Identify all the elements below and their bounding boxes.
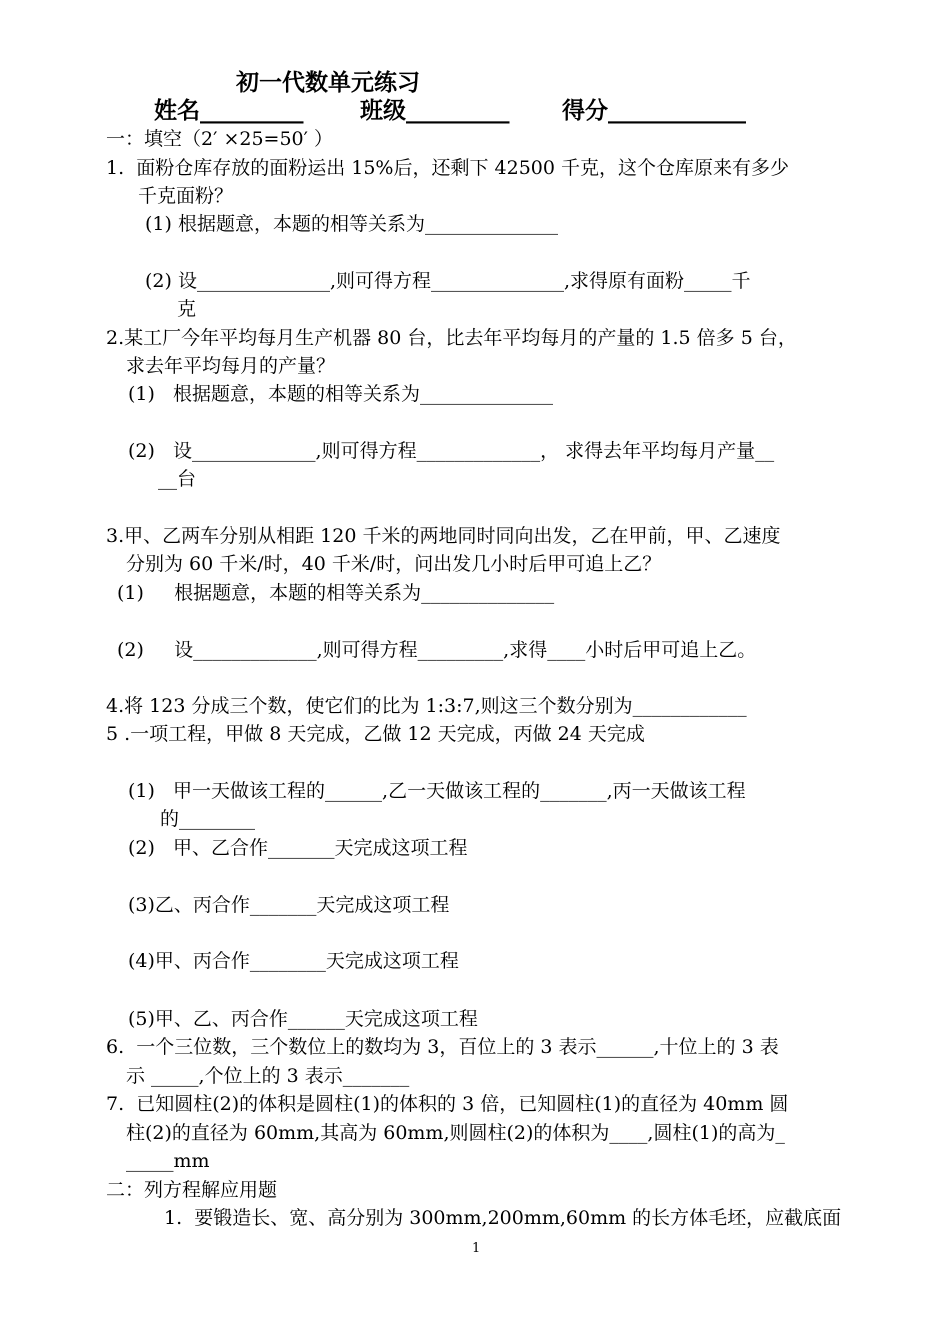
q2-sub1: (1) 根据题意，本题的相等关系为______________ xyxy=(128,383,554,405)
q7-line2: 柱(2)的直径为 60mm,其高为 60mm,则圆柱(2)的体积为____,圆柱(1)的高为_ xyxy=(126,1122,785,1144)
q5-sub1-line2: 的________ xyxy=(160,808,256,830)
q2-line1: 2.某工厂今年平均每月生产机器 80 台，比去年平均每月的产量的 1.5 倍多 5 台， xyxy=(106,327,797,349)
q5-sub3: (3)乙、丙合作_______天完成这项工程 xyxy=(128,894,450,916)
q5-sub4: (4)甲、丙合作________天完成这项工程 xyxy=(128,950,459,972)
q3-sub2: (2) 设_____________,则可得方程_________,求得____小时后甲可追上乙。 xyxy=(117,639,757,661)
score-field: 得分____________ xyxy=(562,98,746,124)
q2-line2: 求去年平均每月的产量？ xyxy=(126,355,336,377)
q2-sub2-line2: __台 xyxy=(158,468,197,490)
q5-sub2: (2) 甲、乙合作_______天完成这项工程 xyxy=(128,837,468,859)
page-number: 1 xyxy=(472,1241,481,1256)
q2-sub2-line1: (2) 设_____________,则可得方程_____________， 求得去年平均每月产量__ xyxy=(128,440,775,462)
q1-line1: 1. 面粉仓库存放的面粉运出 15%后，还剩下 42500 千克，这个仓库原来有多少 xyxy=(106,157,789,179)
q3-line1: 3.甲、乙两车分别从相距 120 千米的两地同时同向出发，乙在甲前，甲、乙速度 xyxy=(106,525,781,547)
q3-sub1: (1) 根据题意，本题的相等关系为______________ xyxy=(117,582,555,604)
s2-q1-line1: 1. 要锻造长、宽、高分别为 300mm,200mm,60mm 的长方体毛坯，应截底面 xyxy=(164,1207,842,1229)
name-field: 姓名_________ xyxy=(154,98,304,124)
q5-line1: 5 .一项工程，甲做 8 天完成，乙做 12 天完成，丙做 24 天完成 xyxy=(106,723,645,745)
q1-line2: 千克面粉？ xyxy=(138,185,234,207)
section1-heading: 一：填空（2′ ×25=50′ ） xyxy=(106,128,333,150)
class-field: 班级_________ xyxy=(360,98,510,124)
q4-line1: 4.将 123 分成三个数，使它们的比为 1:3:7,则这三个数分别为____________ xyxy=(106,695,747,717)
q1-sub2-line2: 克 xyxy=(177,298,197,320)
q1-sub2-line1: (2) 设______________,则可得方程______________,求得原有面粉_____千 xyxy=(145,270,751,292)
page-title: 初一代数单元练习 xyxy=(236,70,420,96)
q1-sub1: (1) 根据题意，本题的相等关系为______________ xyxy=(145,213,558,235)
q6-line2: 示 _____,个位上的 3 表示_______ xyxy=(126,1065,410,1087)
q7-line3: _____mm xyxy=(126,1150,210,1172)
q5-sub1-line1: (1) 甲一天做该工程的______,乙一天做该工程的_______,丙一天做该工程 xyxy=(128,780,746,802)
q3-line2: 分别为 60 千米/时，40 千米/时，问出发几小时后甲可追上乙？ xyxy=(126,553,662,575)
q6-line1: 6. 一个三位数，三个数位上的数均为 3，百位上的 3 表示______,十位上的 3 表 xyxy=(106,1036,779,1058)
q7-line1: 7. 已知圆柱(2)的体积是圆柱(1)的体积的 3 倍，已知圆柱(1)的直径为 40mm 圆 xyxy=(106,1093,789,1115)
section2-heading: 二：列方程解应用题 xyxy=(106,1179,278,1201)
q5-sub5: (5)甲、乙、丙合作______天完成这项工程 xyxy=(128,1008,478,1030)
